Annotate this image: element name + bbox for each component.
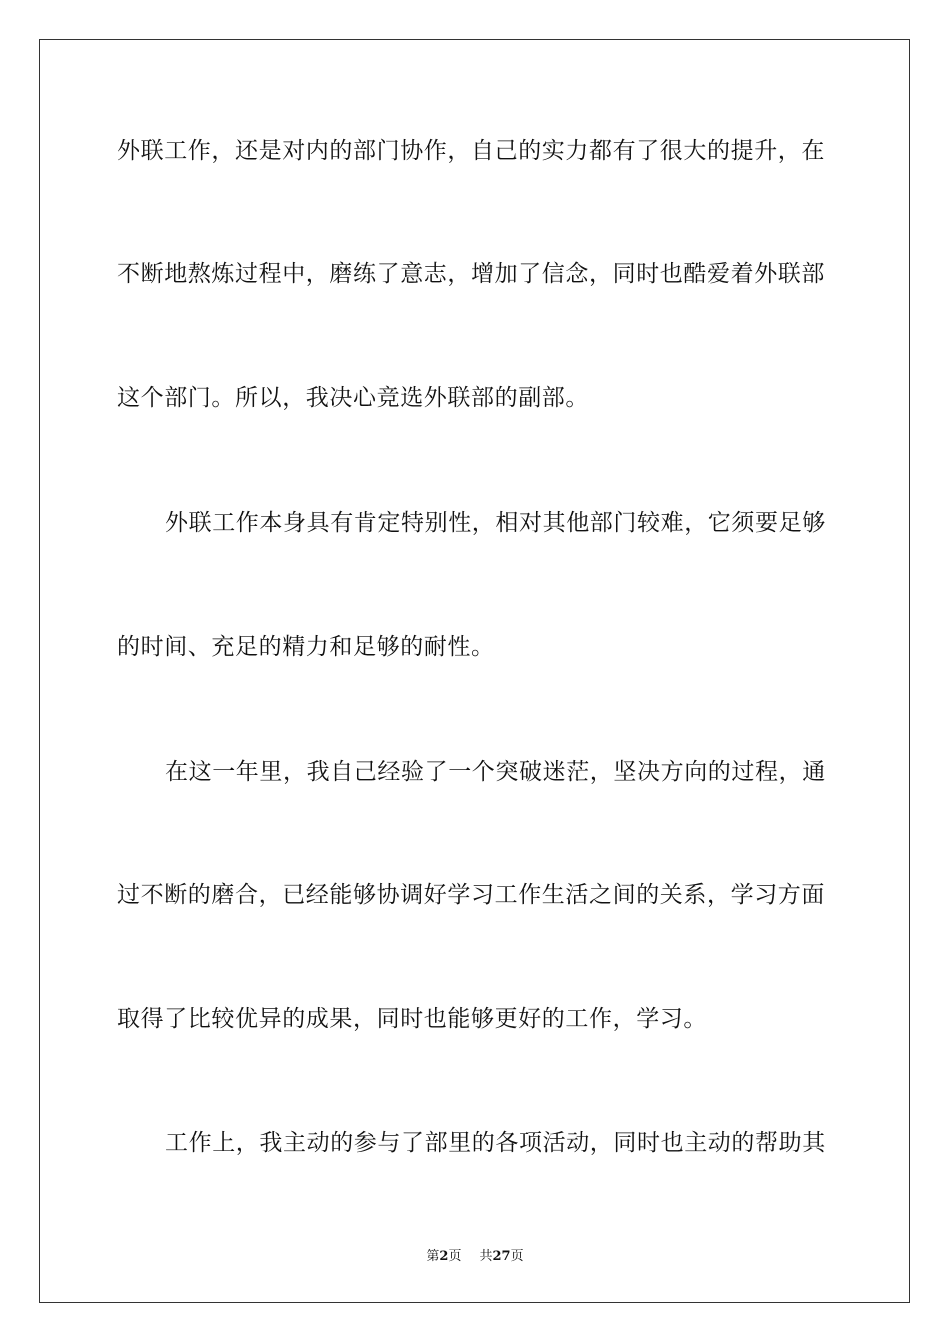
page-border bbox=[39, 39, 910, 1303]
paragraph-line-1: 外联工作，还是对内的部门协作，自己的实力都有了很大的提升，在 bbox=[117, 138, 825, 164]
paragraph-line-6: 在这一年里，我自己经验了一个突破迷茫，坚决方向的过程，通 bbox=[165, 759, 826, 785]
paragraph-line-5: 的时间、充足的精力和足够的耐性。 bbox=[117, 634, 495, 660]
total-pages: 27 bbox=[492, 1249, 511, 1264]
page-suffix: 页 bbox=[448, 1249, 462, 1264]
paragraph-line-3: 这个部门。所以，我决心竞选外联部的副部。 bbox=[117, 385, 589, 411]
total-suffix: 页 bbox=[510, 1249, 524, 1264]
total-prefix: 共 bbox=[479, 1249, 493, 1264]
paragraph-line-7: 过不断的磨合，已经能够协调好学习工作生活之间的关系，学习方面 bbox=[117, 882, 825, 908]
page-prefix: 第 bbox=[426, 1249, 440, 1264]
paragraph-line-4: 外联工作本身具有肯定特别性，相对其他部门较难，它须要足够 bbox=[165, 510, 826, 536]
paragraph-line-8: 取得了比较优异的成果，同时也能够更好的工作，学习。 bbox=[117, 1006, 707, 1032]
page-footer bbox=[0, 1245, 950, 1264]
paragraph-line-2: 不断地熬炼过程中，磨练了意志，增加了信念，同时也酷爱着外联部 bbox=[117, 261, 825, 287]
page-number: 2 bbox=[439, 1249, 449, 1264]
paragraph-line-9: 工作上，我主动的参与了部里的各项活动，同时也主动的帮助其 bbox=[165, 1130, 826, 1156]
